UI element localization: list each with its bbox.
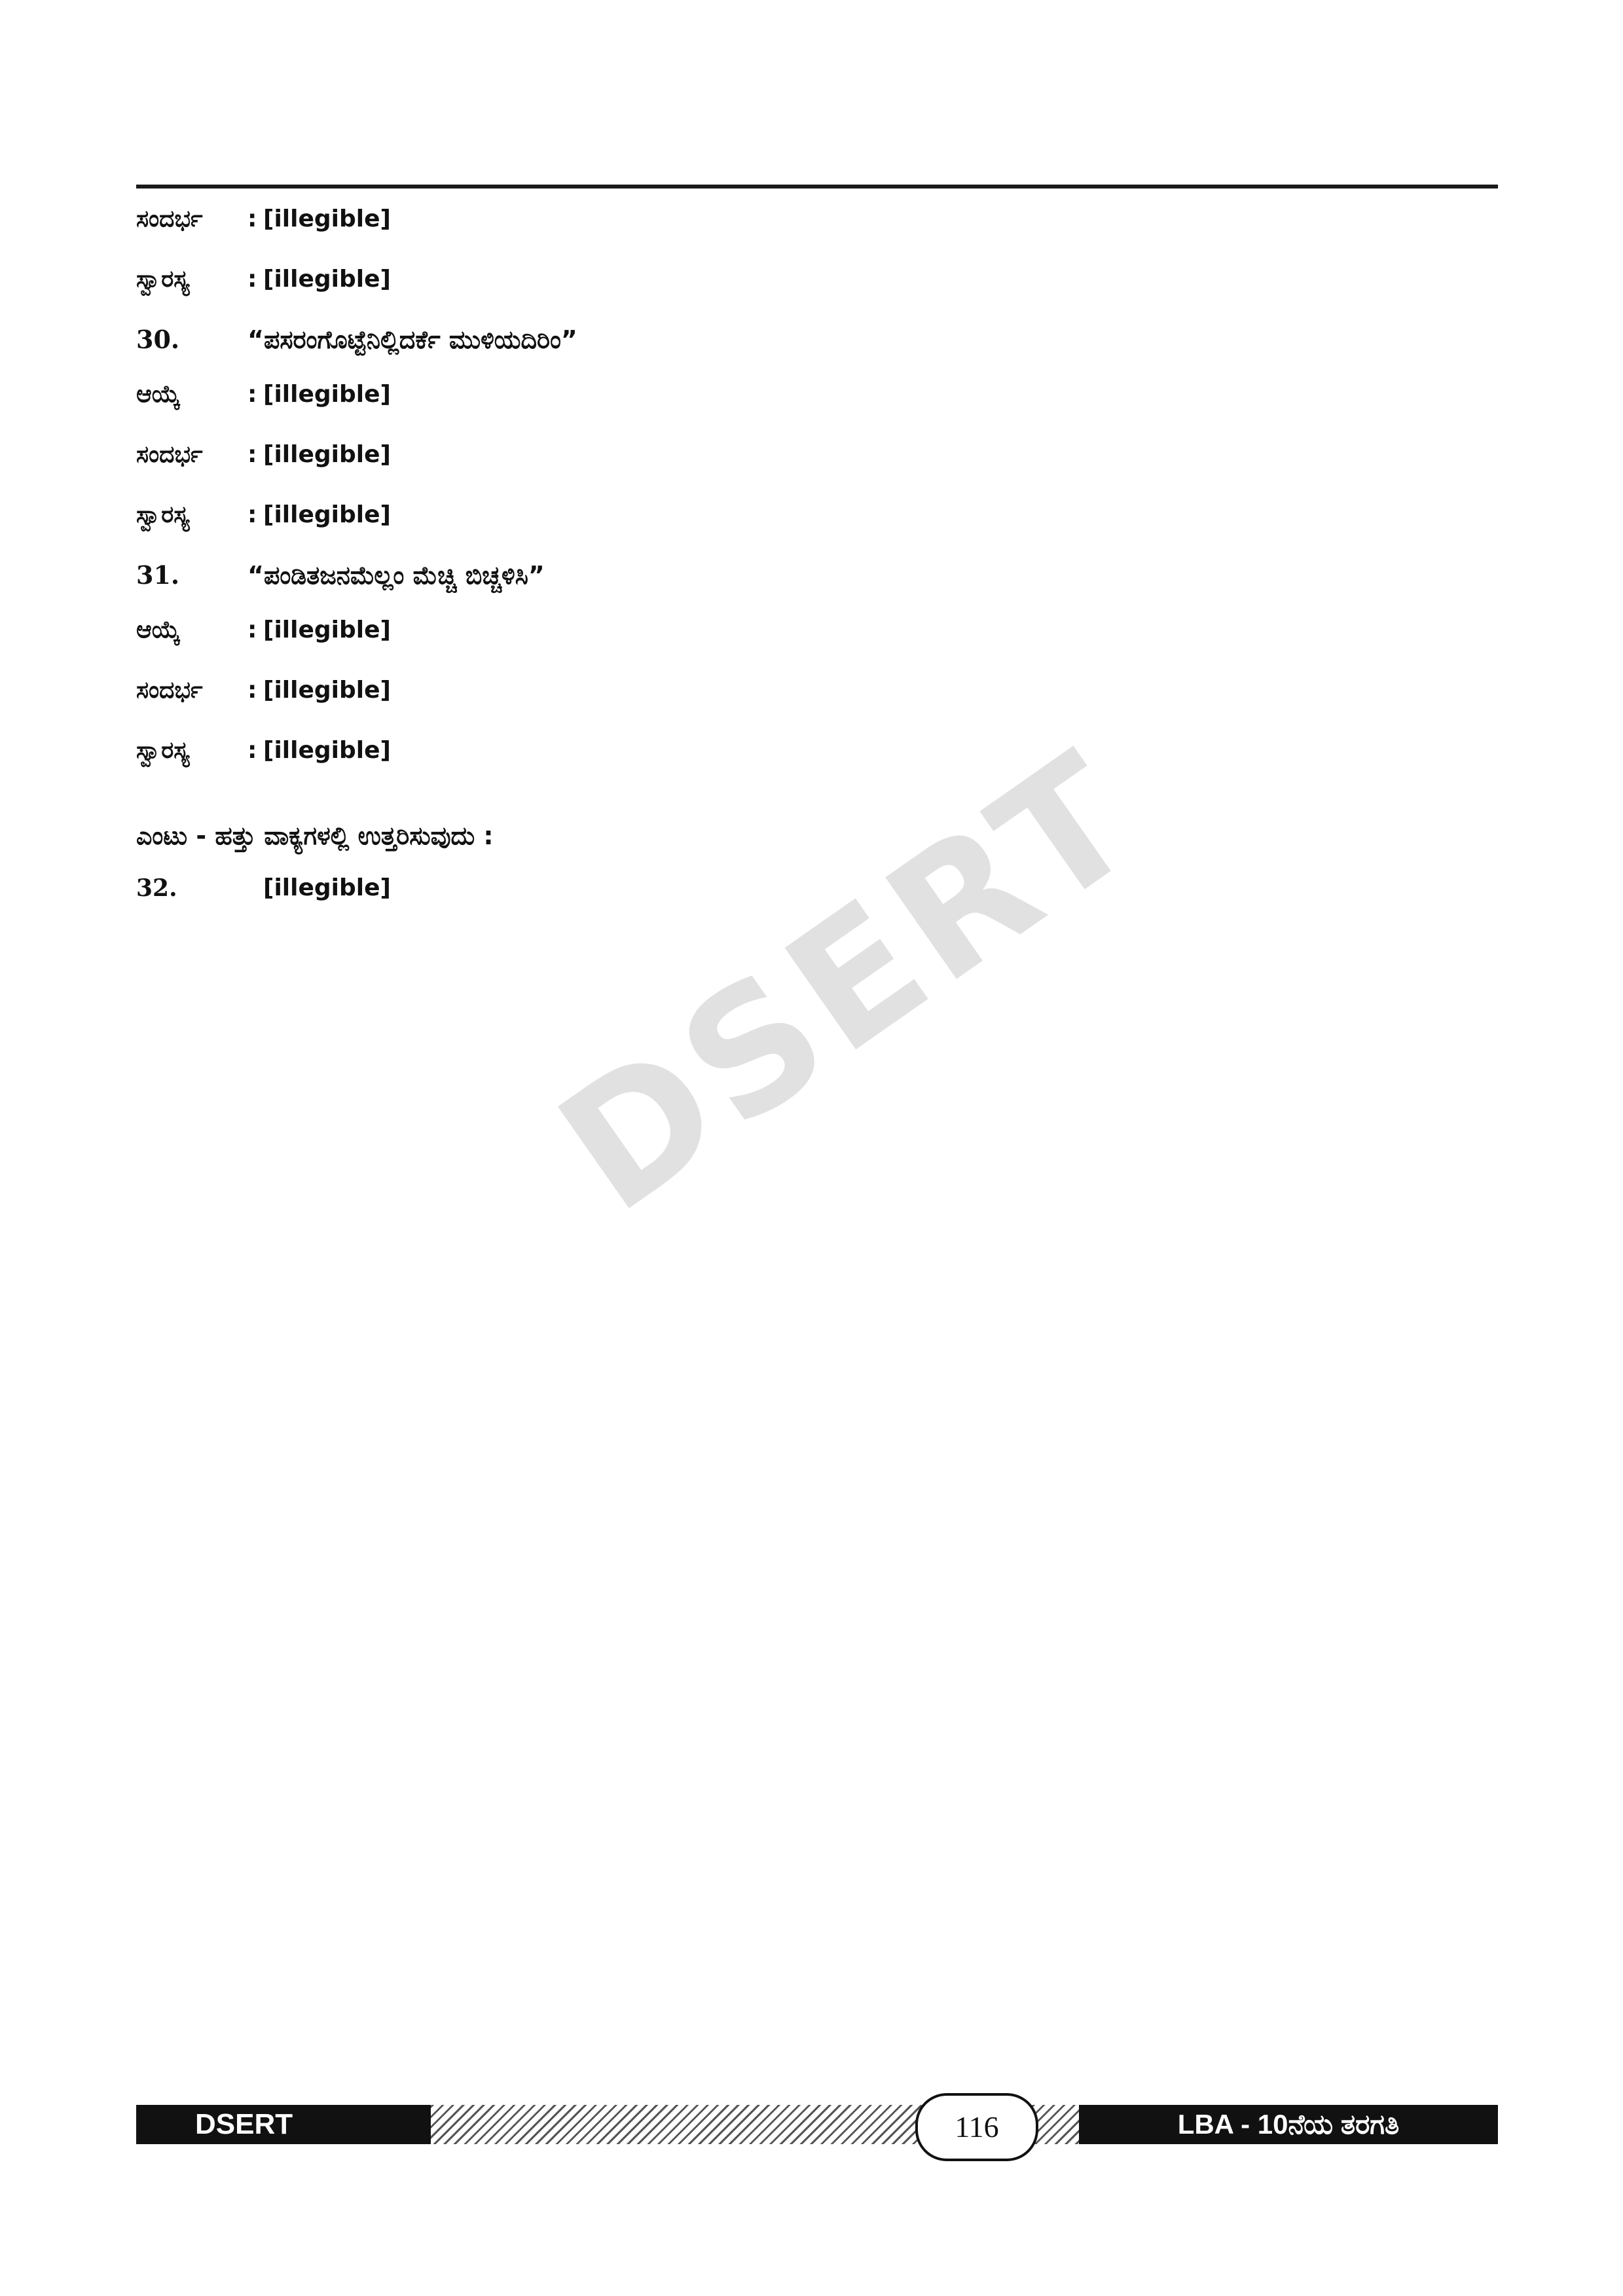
entry-sandarbha: ಸಂದರ್ಭ : [illegible] <box>136 196 1498 242</box>
entry-text: [illegible] <box>263 501 391 528</box>
question-number: 32. <box>136 874 177 902</box>
entry-label: ಆಯ್ಕೆ <box>136 381 181 408</box>
entry-label: ಸ್ವಾರಸ್ಯ <box>136 501 190 528</box>
footer-publisher: DSERT <box>136 2105 431 2144</box>
entry-swarasya: ಸ್ವಾರಸ್ಯ : [illegible] <box>136 728 1498 774</box>
entry-label: ಆಯ್ಕೆ <box>136 617 181 643</box>
page-content <box>136 196 1498 925</box>
section-title: ಎಂಟು - ಹತ್ತು ವಾಕ್ಯಗಳಲ್ಲಿ ಉತ್ತರಿಸುವುದು : <box>136 821 494 850</box>
entry-text: [illegible] <box>263 737 391 764</box>
entry-swarasya: ಸ್ವಾರಸ್ಯ : [illegible] <box>136 492 1498 538</box>
page-footer <box>136 2093 1498 2145</box>
entry-label: ಸಂದರ್ಭ <box>136 441 203 468</box>
entry-aayke: ಆಯ್ಕೆ : [illegible] <box>136 607 1498 653</box>
question-31-heading <box>136 552 1498 598</box>
question-number: 30. <box>136 325 180 354</box>
entry-sandarbha: ಸಂದರ್ಭ : [illegible] <box>136 432 1498 478</box>
entry-text: [illegible] <box>263 677 391 704</box>
entry-text: [illegible] <box>263 206 391 232</box>
entry-text: [illegible] <box>263 617 391 643</box>
entry-text: [illegible] <box>263 266 391 293</box>
question-30-heading <box>136 317 1498 363</box>
question-title: “ಪಂಡಿತಜನಮೆಲ್ಲಂ ಮೆಚ್ಚಿ ಬಿಚ್ಚಳಿಸಿ” <box>247 561 545 590</box>
question-32 <box>136 865 1498 911</box>
question-title: “ಪಸರಂಗೊಟ್ಟೆನಿಲ್ಲಿದರ್ಕೆ ಮುಳಿಯದಿರಿಂ” <box>247 325 577 354</box>
entry-sandarbha: ಸಂದರ್ಭ : [illegible] <box>136 668 1498 713</box>
top-rule <box>136 185 1498 188</box>
watermark-text: DSERT <box>526 714 1175 1251</box>
entry-aayke: ಆಯ್ಕೆ : [illegible] <box>136 372 1498 418</box>
entry-swarasya: ಸ್ವಾರಸ್ಯ : [illegible] <box>136 257 1498 302</box>
entry-label: ಸ್ವಾರಸ್ಯ <box>136 737 190 764</box>
entry-text: [illegible] <box>263 441 391 468</box>
entry-text: [illegible] <box>263 381 391 408</box>
entry-label: ಸಂದರ್ಭ <box>136 206 203 232</box>
entry-label: ಸ್ವಾರಸ್ಯ <box>136 266 190 293</box>
entry-label: ಸಂದರ್ಭ <box>136 677 203 704</box>
question-number: 31. <box>136 560 180 590</box>
question-answer-text: [illegible] <box>263 874 391 901</box>
footer-grade: LBA - 10ನೆಯ ತರಗತಿ <box>1079 2105 1498 2144</box>
page-number: 116 <box>915 2093 1038 2161</box>
